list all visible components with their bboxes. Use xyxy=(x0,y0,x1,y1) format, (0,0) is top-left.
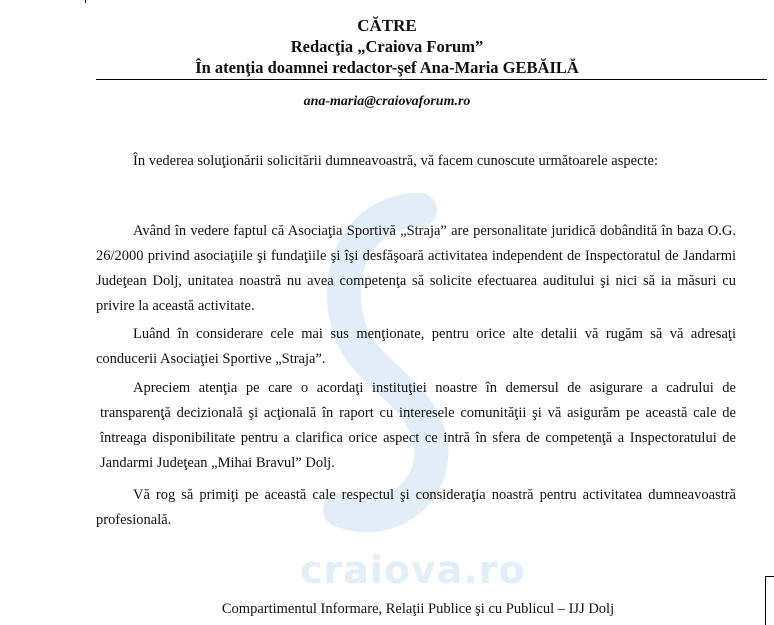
recipient-email: ana-maria@craiovaforum.ro xyxy=(303,94,471,109)
watermark-text: craiova.ro xyxy=(300,548,526,592)
signature-footer: Compartimentul Informare, Relaţii Publice şi cu Publicul – IJJ Dolj xyxy=(221,601,615,617)
header-divider xyxy=(96,79,767,80)
body-paragraph: Luând în considerare cele mai sus menţionate, pentru orice alte detalii vă rugăm să vă adresaţi conducerii Asociaţiei Sportive „Straja”. xyxy=(96,326,736,367)
page-corner-mark xyxy=(765,576,774,625)
attention-line: În atenţia doamnei redactor-şef Ana-Maria GEBĂILĂ xyxy=(195,58,579,77)
body-paragraph: Având în vedere faptul că Asociaţia Sportivă „Straja” are personalitate juridică dobândită în baza O.G. 26/2000 privind asociaţiile şi fundaţiile şi îşi desfăşoară activitatea independent de Inspectoratul de Jandarmi Judeţean Dolj, unitatea noastră nu avea competenţa să solicite efectuarea auditului şi nici să ia măsuri cu privire la această activitate. xyxy=(96,223,736,314)
closing-paragraph: Vă rog să primiţi pe această cale respectul şi consideraţia noastră pentru activitatea dumneavoastră profesională. xyxy=(96,487,736,528)
letter-heading: CĂTRE xyxy=(357,16,417,35)
page-border-mark xyxy=(85,0,86,3)
body-paragraph: Apreciem atenţia pe care o acordaţi instituţiei noastre în demersul de asigurare a cadrului de transparenţă decizională şi acţională în raport cu interesele comunităţii şi vă asigurăm pe această cale de întreaga disponibilitate pentru a clarifica orice aspect ce intră în sfera de competenţă a Inspectoratului de Jandarmi Judeţean „Mihai Bravul” Dolj. xyxy=(100,380,736,471)
intro-sentence: În vederea soluţionării solicitării dumneavoastră, vă facem cunoscute următoarele aspecte: xyxy=(133,153,658,169)
recipient-line: Redacţia „Craiova Forum” xyxy=(290,37,484,56)
